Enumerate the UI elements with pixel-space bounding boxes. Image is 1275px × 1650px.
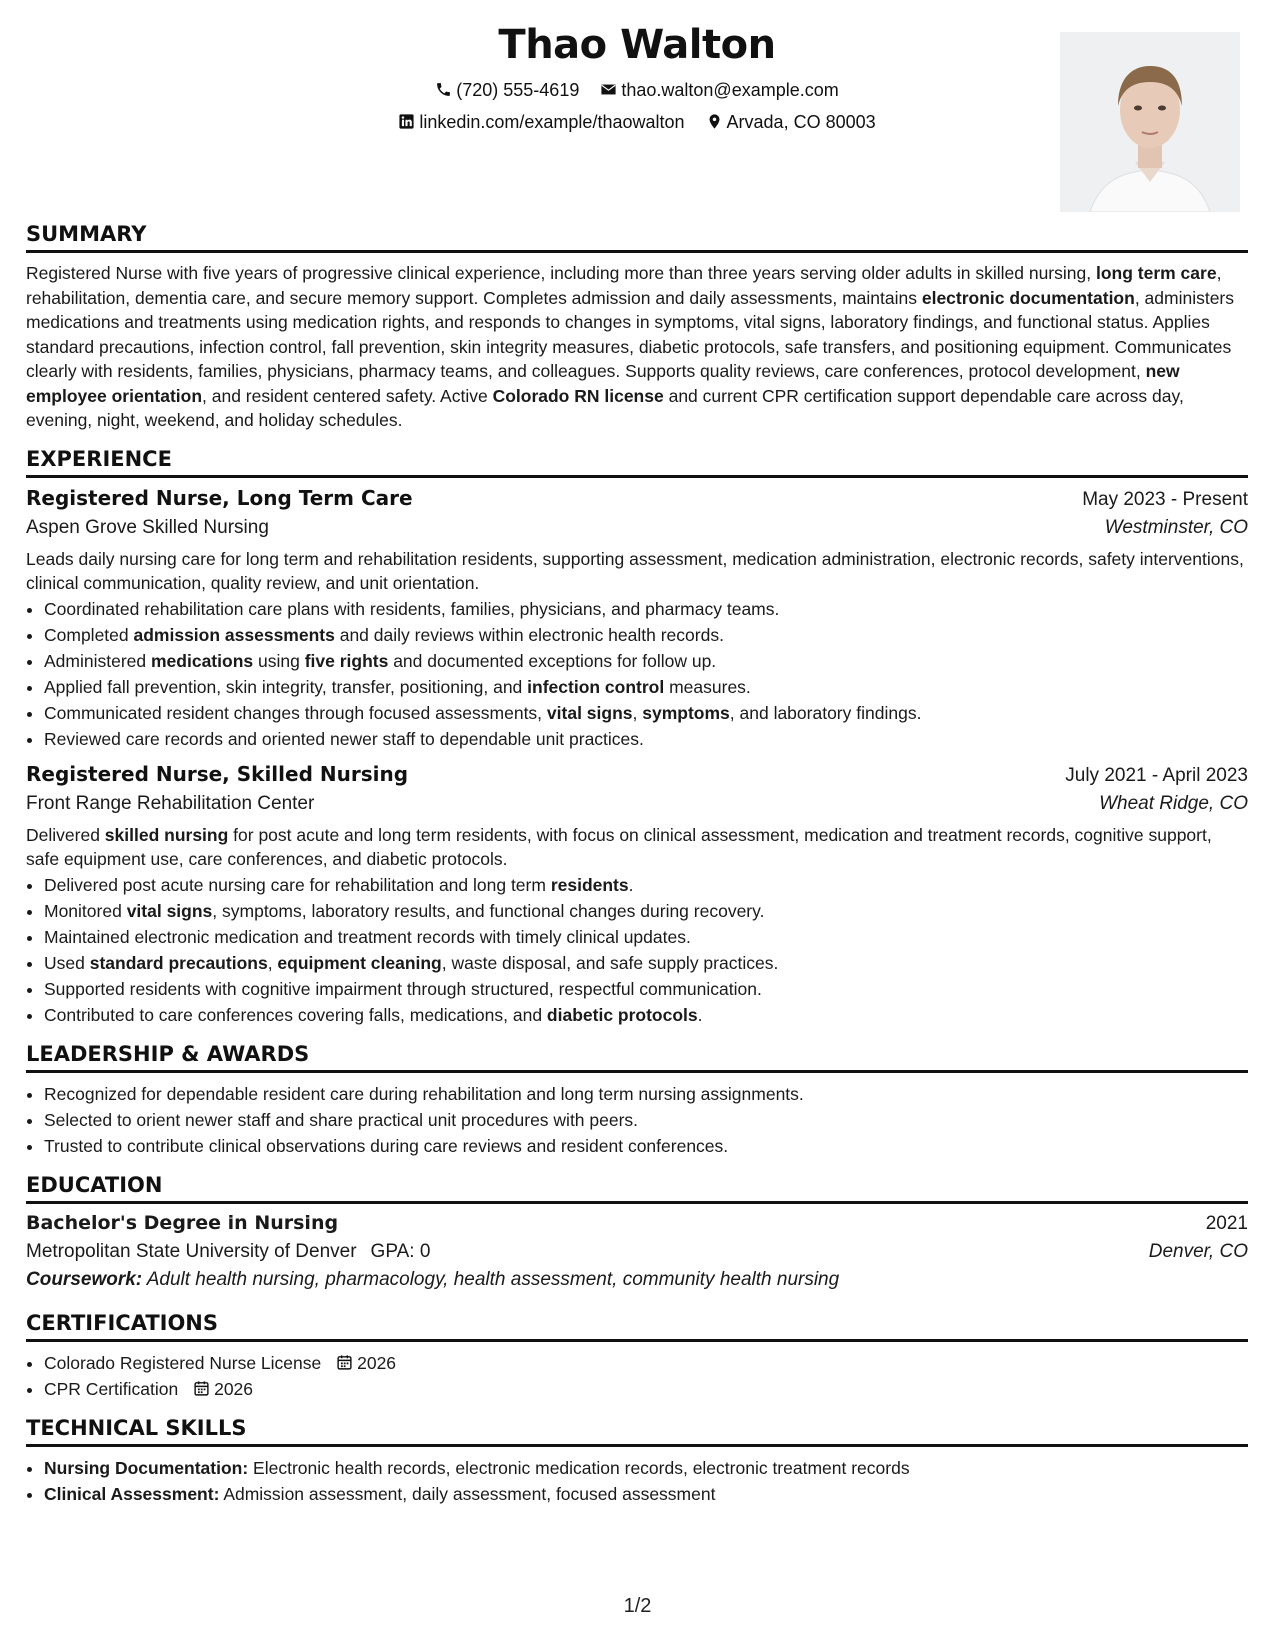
coursework-label: Coursework:	[26, 1268, 143, 1290]
skill-value: Admission assessment, daily assessment, focused assessment	[223, 1483, 716, 1504]
experience-section	[26, 447, 1248, 1028]
skills-heading: TECHNICAL SKILLS	[26, 1416, 1248, 1447]
list-item: • Maintained electronic medication and treatment records with timely clinical updates.	[44, 924, 1248, 950]
header	[26, 0, 1248, 222]
cert-year: 2026	[357, 1352, 397, 1373]
coursework-text: Adult health nursing, pharmacology, health assessment, community health nursing	[146, 1268, 840, 1290]
list-item: • Completed admission assessments and daily reviews within electronic health records.	[44, 622, 1248, 648]
job-summary: Delivered skilled nursing for post acute and long term residents, with focus on clinical assessment, medication and treatment records, cognitive support, safe equipment use, care conferences, and diabetic protocols.	[26, 824, 1212, 869]
education-heading: EDUCATION	[26, 1173, 1248, 1204]
profile-photo	[1060, 32, 1240, 212]
gpa: GPA: 0	[370, 1240, 431, 1262]
cert-year: 2026	[214, 1378, 254, 1399]
list-item: • Recognized for dependable resident care during rehabilitation and long term nursing assignments.	[44, 1081, 1248, 1107]
skill-value: Electronic health records, electronic medication records, electronic treatment records	[253, 1457, 910, 1478]
education-section	[26, 1173, 1248, 1291]
leadership-heading: LEADERSHIP & AWARDS	[26, 1042, 1248, 1073]
certifications-list	[26, 1350, 1248, 1402]
location-text: Arvada, CO 80003	[726, 112, 876, 132]
leadership-list	[26, 1081, 1248, 1159]
linkedin-contact[interactable]	[398, 112, 684, 133]
job-location: Westminster, CO	[1104, 516, 1248, 538]
summary-heading: SUMMARY	[26, 222, 1248, 253]
job-title: Registered Nurse, Skilled Nursing	[26, 761, 409, 786]
list-item	[44, 1376, 1248, 1402]
location-contact	[706, 112, 876, 133]
job-company: Front Range Rehabilitation Center	[26, 792, 315, 814]
email-text: thao.walton@example.com	[621, 80, 839, 100]
envelope-icon	[600, 81, 617, 98]
list-item: • Administered medications using five rights and documented exceptions for follow up.	[44, 648, 1248, 674]
school-location: Denver, CO	[1148, 1240, 1248, 1262]
list-item: • Delivered post acute nursing care for rehabilitation and long term residents.	[44, 872, 1248, 898]
linkedin-text: linkedin.com/example/thaowalton	[419, 112, 685, 132]
list-item: • Monitored vital signs, symptoms, laboratory results, and functional changes during recovery.	[44, 898, 1248, 924]
map-pin-icon	[706, 113, 723, 130]
calendar-icon	[336, 1354, 353, 1371]
job-bullets	[26, 596, 1248, 752]
phone-icon	[435, 81, 452, 98]
certifications-section	[26, 1311, 1248, 1402]
skill-label: Nursing Documentation:	[44, 1457, 249, 1478]
certifications-heading: CERTIFICATIONS	[26, 1311, 1248, 1342]
list-item: • Trusted to contribute clinical observations during care reviews and resident conferences.	[44, 1133, 1248, 1159]
calendar-icon	[193, 1380, 210, 1397]
list-item: • Applied fall prevention, skin integrity, transfer, positioning, and infection control measures.	[44, 674, 1248, 700]
profile-photo-illustration	[1060, 32, 1240, 212]
job-entry	[26, 486, 1248, 752]
candidate-name: Thao Walton	[498, 22, 776, 68]
coursework	[26, 1269, 1248, 1291]
list-item: • Communicated resident changes through focused assessments, vital signs, symptoms, and laboratory findings.	[44, 700, 1248, 726]
summary-text: Registered Nurse with five years of progressive clinical experience, including more than three years serving older adults in skilled nursing, long term care, rehabilitation, dementia care, and secure memory support. Completes admission and daily assessments, maintains electronic documentation, administers medications and treatments using medication rights, and responds to changes in symptoms, vital signs, laboratory findings, and functional status. Applies standard precautions, infection control, fall prevention, skin integrity measures, diabetic protocols, safe transfers, and positioning equipment. Communicates clearly with residents, families, physicians, pharmacy teams, and colleagues. Supports quality reviews, care conferences, protocol development, new employee orientation, and resident centered safety. Active Colorado RN license and current CPR certification support dependable care across day, evening, night, weekend, and holiday schedules.	[26, 263, 1235, 430]
skill-label: Clinical Assessment:	[44, 1483, 220, 1504]
list-item: • Supported residents with cognitive impairment through structured, respectful communication.	[44, 976, 1248, 1002]
leadership-section	[26, 1042, 1248, 1159]
page-number: 1/2	[623, 1595, 652, 1617]
experience-heading: EXPERIENCE	[26, 447, 1248, 478]
list-item	[44, 1481, 1248, 1507]
job-entry	[26, 762, 1248, 1028]
list-item: • Used standard precautions, equipment cleaning, waste disposal, and safe supply practices.	[44, 950, 1248, 976]
job-dates: July 2021 - April 2023	[1065, 764, 1248, 786]
list-item: • Coordinated rehabilitation care plans with residents, families, physicians, and pharmacy teams.	[44, 596, 1248, 622]
degree-title: Bachelor's Degree in Nursing	[26, 1211, 339, 1234]
school-text: Metropolitan State University of Denver	[26, 1240, 357, 1262]
job-summary: Leads daily nursing care for long term and rehabilitation residents, supporting assessment, medication administration, electronic records, safety interventions, clinical communication, quality review, and unit orientation.	[26, 548, 1244, 593]
skills-list	[26, 1455, 1248, 1507]
list-item	[44, 1350, 1248, 1376]
phone-text: (720) 555-4619	[456, 80, 580, 100]
cert-name: Colorado Registered Nurse License	[44, 1352, 322, 1373]
linkedin-icon	[398, 113, 415, 130]
list-item	[44, 1455, 1248, 1481]
email-contact[interactable]	[600, 80, 838, 101]
skills-section	[26, 1416, 1248, 1507]
list-item: • Selected to orient newer staff and share practical unit procedures with peers.	[44, 1107, 1248, 1133]
resume-page	[26, 0, 1248, 1507]
phone-contact[interactable]	[435, 80, 579, 101]
list-item: • Contributed to care conferences covering falls, medications, and diabetic protocols.	[44, 1002, 1248, 1028]
cert-name: CPR Certification	[44, 1378, 179, 1399]
summary-section	[26, 222, 1248, 433]
job-company: Aspen Grove Skilled Nursing	[26, 516, 269, 538]
list-item: • Reviewed care records and oriented newer staff to dependable unit practices.	[44, 726, 1248, 752]
graduation-year: 2021	[1205, 1212, 1248, 1234]
job-bullets	[26, 872, 1248, 1028]
job-dates: May 2023 - Present	[1082, 488, 1248, 510]
job-location: Wheat Ridge, CO	[1099, 792, 1248, 814]
job-title: Registered Nurse, Long Term Care	[26, 485, 413, 510]
school-name	[26, 1241, 430, 1263]
